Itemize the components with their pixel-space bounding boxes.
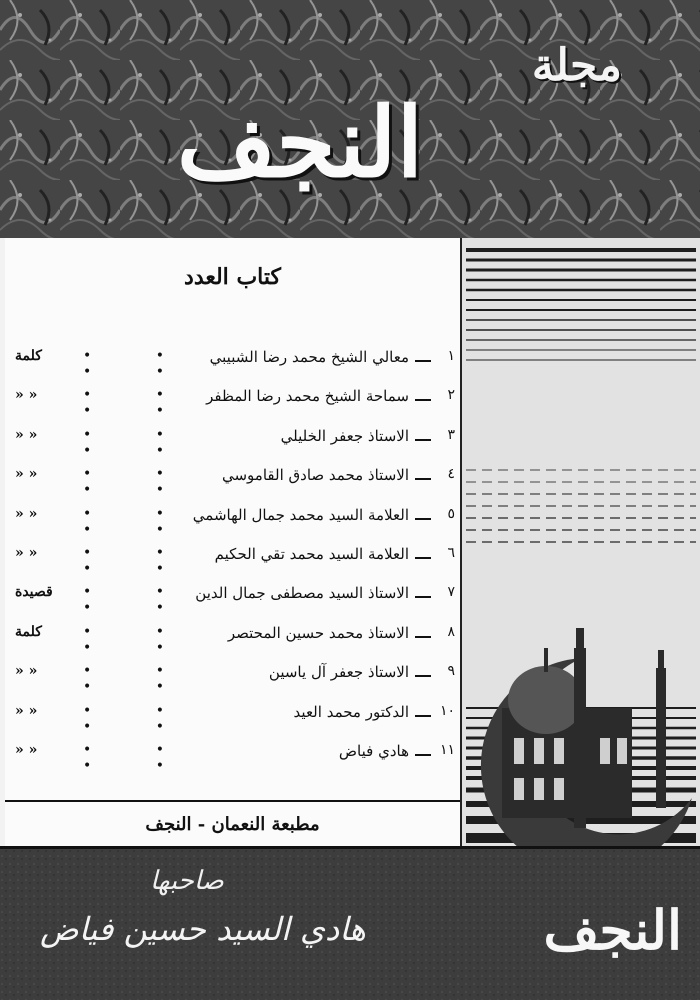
- contribution-type: « «: [15, 663, 38, 680]
- row-number: ٢: [447, 387, 455, 404]
- contribution-type: « «: [15, 742, 38, 758]
- row-number: ٥: [447, 505, 455, 522]
- contribution-type: قصيدة: [15, 584, 53, 601]
- leader-dots: • • • •: [83, 663, 194, 696]
- divider: [5, 800, 460, 802]
- author-name: الاستاذ جعفر آل ياسين: [268, 663, 409, 682]
- leader-dots: • • • •: [83, 348, 194, 380]
- author-name: الاستاذ السيد مصطفى جمال الدين: [195, 584, 409, 603]
- contents-row: [15, 387, 455, 420]
- decorative-panel: [462, 238, 700, 846]
- row-dash: [415, 715, 431, 717]
- leader-dots: • • • •: [83, 584, 194, 617]
- row-number: ١: [447, 348, 455, 364]
- row-number: ١١: [439, 742, 455, 758]
- leader-dots: • • • •: [83, 702, 194, 735]
- contribution-type: « «: [15, 387, 38, 404]
- contribution-type: « «: [15, 466, 38, 483]
- contents-row: [15, 466, 455, 499]
- row-dash: [415, 399, 431, 401]
- contents-row: [15, 584, 455, 617]
- author-name: الاستاذ محمد حسين المحتصر: [227, 623, 409, 642]
- author-name: العلامة السيد محمد جمال الهاشمي: [192, 505, 409, 524]
- row-number: ٣: [447, 426, 455, 443]
- row-dash: [415, 596, 431, 598]
- owner-name: هادي السيد حسين فياض: [40, 910, 366, 948]
- contents-row: [15, 348, 455, 380]
- contribution-type: « «: [15, 545, 38, 561]
- row-dash: [415, 675, 431, 677]
- contribution-type: « «: [15, 702, 38, 719]
- row-number: ٦: [447, 545, 455, 561]
- contents-row: [15, 623, 455, 656]
- contents-row: [15, 545, 455, 577]
- leader-dots: • • • •: [83, 505, 194, 538]
- row-dash: [415, 754, 431, 756]
- author-name: الدكتور محمد العيد: [293, 702, 409, 721]
- leader-dots: • • • •: [83, 623, 194, 656]
- row-dash: [415, 360, 431, 362]
- row-number: ١٠: [439, 702, 455, 719]
- leader-dots: • • • •: [83, 742, 194, 774]
- magazine-word: مجلة: [531, 40, 622, 91]
- row-dash: [415, 518, 431, 520]
- row-number: ٩: [447, 663, 455, 680]
- row-dash: [415, 636, 431, 638]
- contribution-type: كلمة: [15, 348, 42, 364]
- contribution-type: كلمة: [15, 623, 42, 640]
- contribution-type: « «: [15, 426, 38, 443]
- contents-row: [15, 426, 455, 459]
- row-dash: [415, 478, 431, 480]
- contents-row: [15, 663, 455, 696]
- magazine-title: النجف: [176, 86, 424, 199]
- row-dash: [415, 557, 431, 559]
- author-name: معالي الشيخ محمد رضا الشبيبي: [209, 348, 409, 366]
- row-dash: [415, 439, 431, 441]
- author-name: سماحة الشيخ محمد رضا المظفر: [206, 387, 409, 406]
- owner-label: صاحبها: [150, 866, 224, 896]
- contents-panel: [5, 238, 462, 846]
- cover-footer: [0, 846, 700, 1000]
- row-number: ٤: [447, 466, 455, 483]
- contents-row: [15, 742, 455, 774]
- footer-logo: النجف: [543, 898, 682, 962]
- leader-dots: • • • •: [83, 387, 194, 420]
- shrine-crescent-illustration: [462, 238, 700, 846]
- leader-dots: • • • •: [83, 426, 194, 459]
- contents-title: كتاب العدد: [184, 264, 281, 290]
- author-name: هادي فياض: [338, 742, 409, 760]
- leader-dots: • • • •: [83, 466, 194, 499]
- printer-name: مطبعة النعمان - النجف: [145, 814, 320, 835]
- row-number: ٨: [447, 623, 455, 640]
- contribution-type: « «: [15, 505, 38, 522]
- author-name: الاستاذ جعفر الخليلي: [280, 426, 409, 445]
- author-name: الاستاذ محمد صادق القاموسي: [221, 466, 409, 485]
- row-number: ٧: [447, 584, 455, 601]
- cover-header: [0, 0, 700, 238]
- author-name: العلامة السيد محمد تقي الحكيم: [214, 545, 409, 563]
- leader-dots: • • • •: [83, 545, 194, 577]
- contents-row: [15, 702, 455, 735]
- contents-row: [15, 505, 455, 538]
